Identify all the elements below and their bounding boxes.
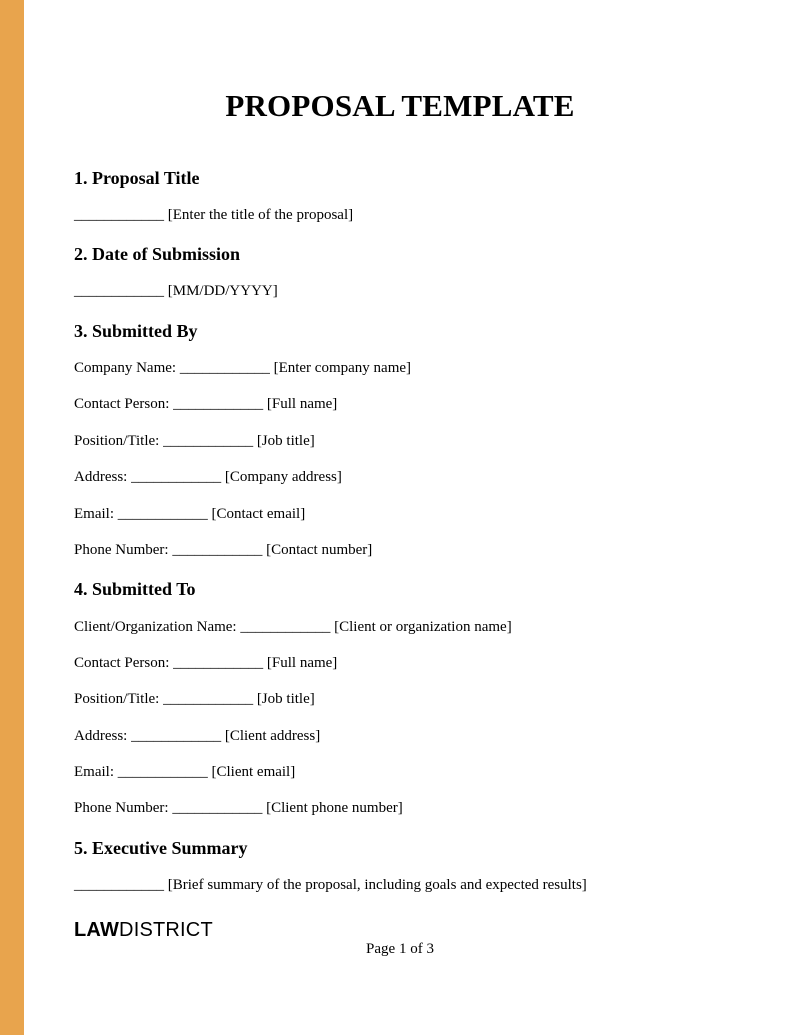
field-label: Address:: [74, 469, 128, 485]
field-hint: [Job title]: [256, 691, 315, 707]
submitted-to-phone-number-field: [74, 800, 403, 817]
field-label: Company Name:: [74, 360, 177, 376]
field-label: Contact Person:: [74, 396, 170, 412]
field-hint: [Client address]: [224, 728, 321, 744]
blank-line[interactable]: ____________: [74, 207, 164, 223]
submitted-by-email-field: [74, 506, 305, 523]
section-heading-submitted-to: 4. Submitted To: [74, 579, 196, 599]
field-hint: [Job title]: [256, 433, 315, 449]
blank-line[interactable]: ____________: [131, 728, 222, 744]
field-hint: [Company address]: [224, 469, 342, 485]
field-hint: [Enter company name]: [273, 360, 412, 376]
logo-district-text: DISTRICT: [119, 919, 213, 941]
blank-line[interactable]: ____________: [173, 655, 264, 671]
date-of-submission-field: [74, 283, 278, 300]
blank-line[interactable]: ____________: [179, 360, 270, 376]
field-label: Contact Person:: [74, 655, 170, 671]
field-label: Client/Organization Name:: [74, 619, 237, 635]
page-number: Page 1 of 3: [366, 941, 434, 957]
blank-line[interactable]: ____________: [172, 800, 263, 816]
field-label: Position/Title:: [74, 433, 160, 449]
executive-summary-field: [74, 877, 587, 894]
field-hint: [Client or organization name]: [334, 619, 512, 635]
section-heading-date-of-submission: 2. Date of Submission: [74, 244, 241, 264]
submitted-to-client-name-field: [74, 619, 512, 636]
field-label: Email:: [74, 764, 114, 780]
field-hint: [Client email]: [211, 764, 296, 780]
field-label: Address:: [74, 728, 128, 744]
blank-line[interactable]: ____________: [117, 764, 208, 780]
document-title: PROPOSAL TEMPLATE: [225, 88, 575, 123]
blank-line[interactable]: ____________: [173, 396, 264, 412]
field-label: Phone Number:: [74, 542, 169, 558]
submitted-to-position-title-field: [74, 691, 315, 708]
field-hint: [Contact number]: [266, 542, 373, 558]
submitted-by-address-field: [74, 469, 342, 486]
field-label: Phone Number:: [74, 800, 169, 816]
field-hint: [Brief summary of the proposal, including goals and expected results]: [167, 877, 587, 893]
field-hint: [Contact email]: [211, 506, 306, 522]
submitted-to-address-field: [74, 728, 320, 745]
field-hint: [Enter the title of the proposal]: [167, 207, 354, 223]
field-hint: [MM/DD/YYYY]: [167, 283, 278, 299]
side-accent-stripe: [0, 0, 24, 1035]
blank-line[interactable]: ____________: [163, 691, 254, 707]
proposal-title-field: [74, 207, 353, 224]
section-heading-proposal-title: 1. Proposal Title: [74, 168, 200, 188]
blank-line[interactable]: ____________: [240, 619, 331, 635]
blank-line[interactable]: ____________: [117, 506, 208, 522]
submitted-to-contact-person-field: [74, 655, 337, 672]
submitted-by-company-name-field: [74, 360, 411, 377]
blank-line[interactable]: ____________: [131, 469, 222, 485]
logo-law-text: LAW: [74, 919, 120, 941]
field-hint: [Client phone number]: [266, 800, 403, 816]
submitted-by-contact-person-field: [74, 396, 337, 413]
field-label: Position/Title:: [74, 691, 160, 707]
blank-line[interactable]: ____________: [172, 542, 263, 558]
submitted-by-phone-number-field: [74, 542, 372, 559]
submitted-by-position-title-field: [74, 433, 315, 450]
blank-line[interactable]: ____________: [163, 433, 254, 449]
blank-line[interactable]: ____________: [74, 877, 164, 893]
section-heading-executive-summary: 5. Executive Summary: [74, 838, 248, 858]
field-hint: [Full name]: [266, 396, 338, 412]
lawdistrict-logo: [74, 919, 213, 942]
field-label: Email:: [74, 506, 114, 522]
section-heading-submitted-by: 3. Submitted By: [74, 321, 198, 341]
blank-line[interactable]: ____________: [74, 283, 164, 299]
field-hint: [Full name]: [266, 655, 338, 671]
submitted-to-email-field: [74, 764, 295, 781]
